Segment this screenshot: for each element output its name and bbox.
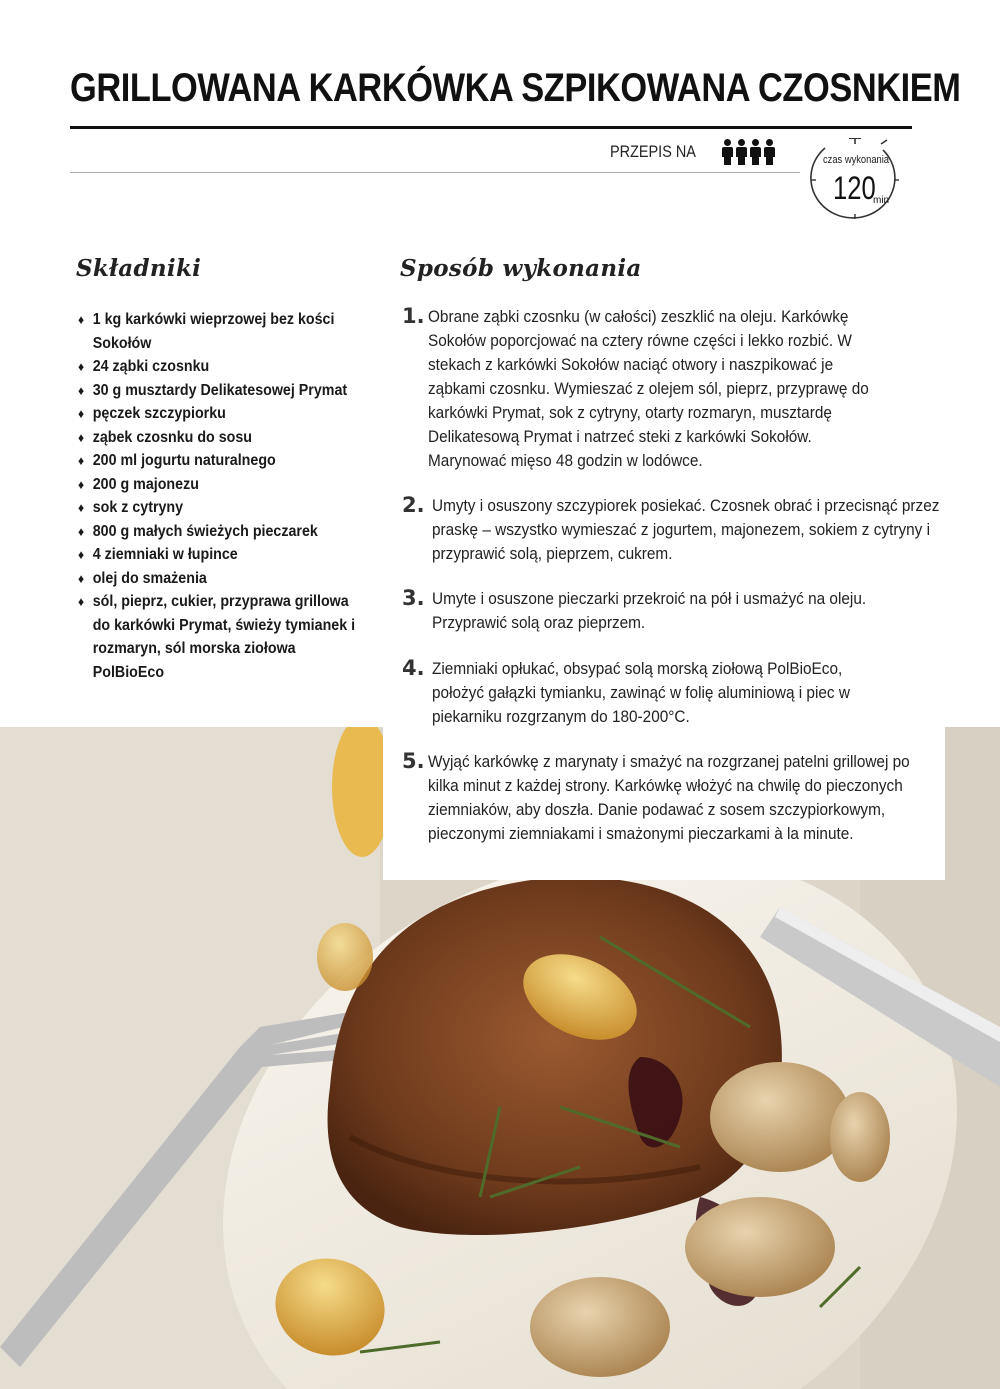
ingredient-item: ♦ sok z cytryny — [78, 496, 363, 520]
diamond-bullet-icon: ♦ — [78, 406, 85, 421]
diamond-bullet-icon: ♦ — [78, 359, 85, 374]
ingredient-item: ♦ ząbek czosnku do sosu — [78, 426, 363, 450]
ingredient-item: ♦ sól, pieprz, cukier, przyprawa grillowa do karkówki Prymat, świeży tymianek i rozmaryn, sól morska ziołowa PolBioEco — [78, 590, 363, 684]
diamond-bullet-icon: ♦ — [78, 476, 85, 492]
ingredient-item: ♦ 200 g majonezu — [78, 473, 363, 497]
diamond-bullet-icon: ♦ — [78, 500, 85, 515]
diamond-bullet-icon: ♦ — [78, 453, 85, 468]
method-step — [402, 657, 932, 729]
ingredient-item: ♦ 30 g musztardy Delikatesowej Prymat — [78, 379, 363, 403]
person-icon — [735, 139, 747, 165]
diamond-bullet-icon: ♦ — [78, 523, 85, 539]
ingredient-item: ♦ 1 kg karkówki wieprzowej bez kości Sokołów — [78, 308, 363, 355]
step-number: 4. — [402, 656, 425, 680]
ingredient-item: ♦ 800 g małych świeżych pieczarek — [78, 520, 363, 544]
method-step — [402, 305, 928, 473]
method-step — [402, 587, 952, 635]
person-icon — [763, 139, 775, 165]
person-icon — [749, 139, 761, 165]
step-text: Umyty i osuszony szczypiorek posiekać. Czosnek obrać i przecisnąć przez praskę – wszystko wymieszać z jogurtem, majonezem, sokiem z cytryny i przyprawić solą, pieprzem, cukrem. — [432, 497, 940, 563]
recipe-title: GRILLOWANA KARKÓWKA SZPIKOWANA CZOSNKIEM — [70, 66, 961, 110]
servings-label: PRZEPIS NA — [610, 142, 696, 161]
ingredient-item: ♦ olej do smażenia — [78, 567, 363, 591]
step-number: 2. — [402, 493, 425, 517]
header-rule — [70, 172, 800, 173]
step-text: Obrane ząbki czosnku (w całości) zeszklić na oleju. Karkówkę Sokołów poporcjować na cztery równe części i lekko rozbić. W stekach z karkówki Sokołów naciąć otwory i naszpikować je ząbkami czosnku. Wymieszać z olejem sól, pieprz, przyprawę do karkówki Prymat, sok z cytryny, otarty rozmaryn, musztardę Delikatesową Prymat i natrzeć steki z karkówki Sokołów. Marynować mięso 48 godzin w lodówce. — [428, 308, 869, 470]
title-rule — [70, 126, 912, 129]
diamond-bullet-icon: ♦ — [78, 594, 85, 609]
person-icon — [721, 139, 733, 165]
step-number: 5. — [402, 749, 425, 773]
diamond-bullet-icon: ♦ — [78, 312, 85, 327]
prep-time-unit: min — [873, 195, 890, 206]
diamond-bullet-icon: ♦ — [78, 382, 85, 398]
method-step — [402, 750, 948, 846]
diamond-bullet-icon: ♦ — [78, 570, 85, 586]
step-number: 1. — [402, 304, 425, 328]
prep-time-label: czas wykonania — [823, 154, 890, 166]
step-number: 3. — [402, 586, 425, 610]
prep-time-value: 120 — [833, 170, 876, 206]
ingredients-heading: Składniki — [76, 255, 202, 282]
servings-people — [721, 139, 775, 165]
ingredients-list — [78, 308, 378, 684]
servings — [610, 138, 775, 166]
method-step — [402, 494, 982, 566]
diamond-bullet-icon: ♦ — [78, 429, 85, 445]
step-text: Umyte i osuszone pieczarki przekroić na pół i usmażyć na oleju. Przyprawić solą oraz pieprzem. — [432, 590, 867, 632]
method-heading: Sposób wykonania — [400, 255, 642, 282]
ingredient-item: ♦ 4 ziemniaki w łupince — [78, 543, 363, 567]
ingredient-item: ♦ pęczek szczypiorku — [78, 402, 363, 426]
step-text: Ziemniaki opłukać, obsypać solą morską ziołową PolBioEco, położyć gałązki tymianku, zawinąć w folię aluminiową i piec w piekarniku rozgrzanym do 180-200°C. — [432, 660, 850, 726]
ingredient-item: ♦ 200 ml jogurtu naturalnego — [78, 449, 363, 473]
diamond-bullet-icon: ♦ — [78, 547, 85, 562]
ingredient-item: ♦ 24 ząbki czosnku — [78, 355, 363, 379]
step-text: Wyjąć karkówkę z marynaty i smażyć na rozgrzanej patelni grillowej po kilka minut z każdej strony. Karkówkę włożyć na chwilę do pieczonych ziemniaków, aby doszła. Danie podawać z sosem szczypiorkowym, pieczonymi ziemniakami i smażonymi pieczarkami à la minute. — [428, 753, 910, 843]
prep-time-badge — [805, 138, 905, 220]
